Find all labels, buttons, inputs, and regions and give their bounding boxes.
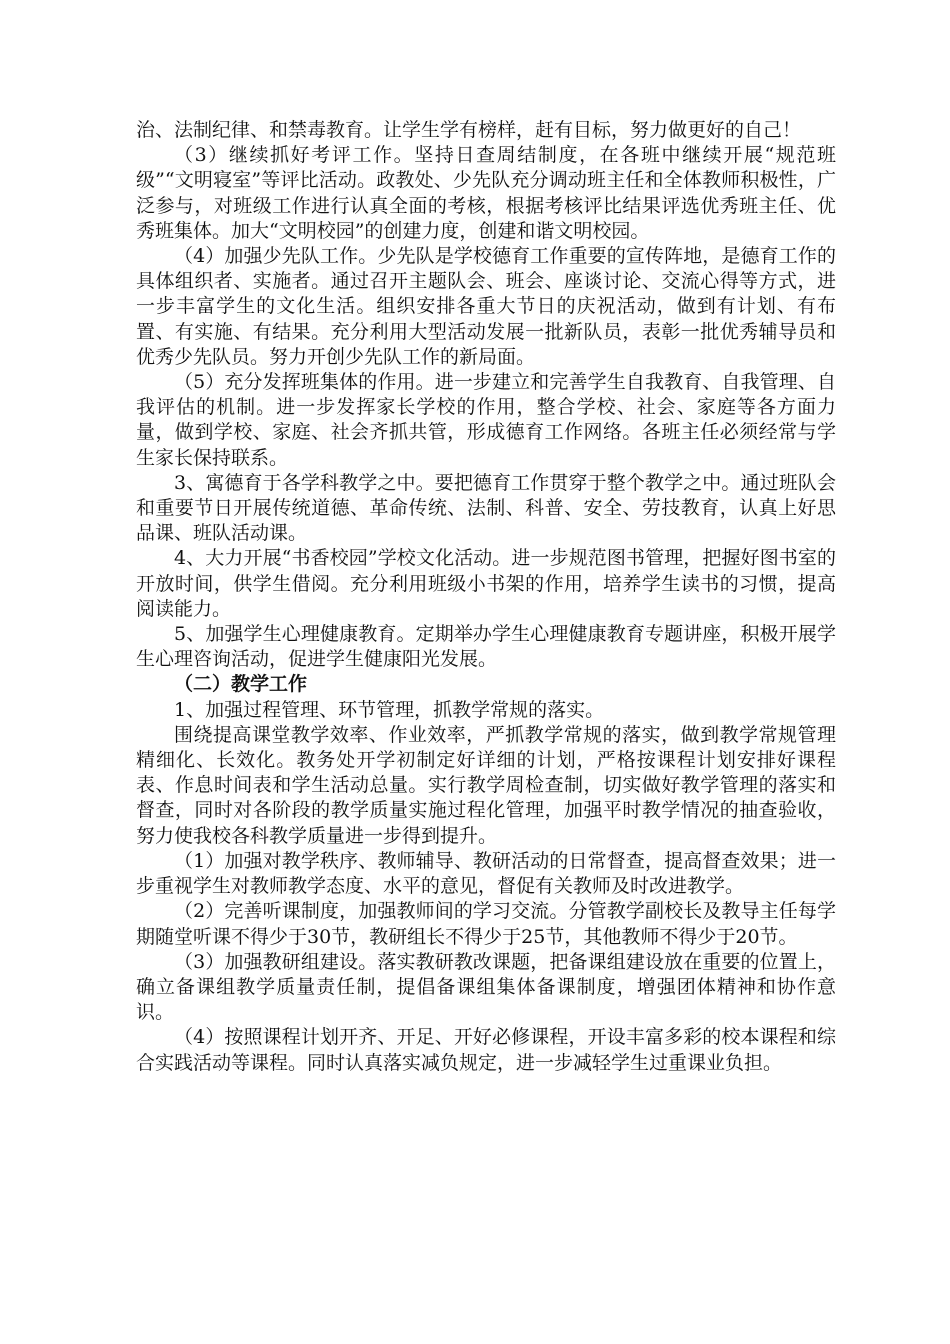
paragraph-teaching-supervision: （1）加强对教学秩序、教师辅导、教研活动的日常督查，提高督查效果；进一步重视学生对教师教学态度、水平的意见，督促有关教师及时改进教学。 xyxy=(136,849,836,898)
paragraph-research-group: （3）加强教研组建设。落实教研教改课题，把备课组建设放在重要的位置上，确立备课组教学质量责任制，提倡备课组集体备课制度，增强团体精神和协作意识。 xyxy=(136,950,836,1024)
paragraph-moral-in-subjects: 3、寓德育于各学科教学之中。要把德育工作贯穿于整个教学之中。通过班队会和重要节日开展传统道德、革命传统、法制、科普、安全、劳技教育，认真上好思品课、班队活动课。 xyxy=(136,471,836,545)
paragraph-assessment-work: （3）继续抓好考评工作。坚持日查周结制度，在各班中继续开展“规范班级”“文明寝室”等评比活动。政教处、少先队充分调动班主任和全体教师积极性，广泛参与，对班级工作进行认真全面的考核，根据考核评比结果评选优秀班主任、优秀班集体。加大“文明校园”的创建力度，创建和谐文明校园。 xyxy=(136,144,836,242)
paragraph-process-management: 1、加强过程管理、环节管理，抓教学常规的落实。 xyxy=(174,698,605,721)
paragraph-lecture-observation: （2）完善听课制度，加强教师间的学习交流。分管教学副校长及教导主任每学期随堂听课不得少于30节，教研组长不得少于25节，其他教师不得少于20节。 xyxy=(136,900,836,948)
paragraph-curriculum-plan: （4）按照课程计划开齐、开足、开好必修课程，开设丰富多彩的校本课程和综合实践活动等课程。同时认真落实减负规定，进一步减轻学生过重课业负担。 xyxy=(136,1026,836,1074)
section-heading-teaching-work: （二）教学工作 xyxy=(174,673,308,696)
document-page xyxy=(136,118,836,1076)
paragraph-class-collective: （5）充分发挥班集体的作用。进一步建立和完善学生自我教育、自我管理、自我评估的机制。进一步发挥家长学校的作用，整合学校、社会、家庭等各方面力量，做到学校、家庭、社会齐抓共管，形成德育工作网络。各班主任必须经常与学生家长保持联系。 xyxy=(136,371,836,469)
paragraph-young-pioneers: （4）加强少先队工作。少先队是学校德育工作重要的宣传阵地，是德育工作的具体组织者、实施者。通过召开主题队会、班会、座谈讨论、交流心得等方式，进一步丰富学生的文化生活。组织安排各重大节日的庆祝活动，做到有计划、有布置、有实施、有结果。充分利用大型活动发展一批新队员，表彰一批优秀辅导员和优秀少先队员。努力开创少先队工作的新局面。 xyxy=(136,245,836,368)
paragraph-mental-health: 5、加强学生心理健康教育。定期举办学生心理健康教育专题讲座，积极开展学生心理咨询活动，促进学生健康阳光发展。 xyxy=(136,623,836,671)
paragraph-teaching-efficiency: 围绕提高课堂教学效率、作业效率，严抓教学常规的落实，做到教学常规管理精细化、长效化。教务处开学初制定好详细的计划，严格按课程计划安排好课程表、作息时间表和学生活动总量。实行教学周检查制，切实做好教学管理的落实和督查，同时对各阶段的教学质量实施过程化管理，加强平时教学情况的抽查验收，努力使我校各科教学质量进一步得到提升。 xyxy=(136,723,836,847)
paragraph-continuation: 治、法制纪律、和禁毒教育。让学生学有榜样，赶有目标，努力做更好的自己！ xyxy=(136,119,802,141)
paragraph-reading-campus: 4、大力开展“书香校园”学校文化活动。进一步规范图书管理，把握好图书室的开放时间，供学生借阅。充分利用班级小书架的作用，培养学生读书的习惯，提高阅读能力。 xyxy=(136,547,836,620)
